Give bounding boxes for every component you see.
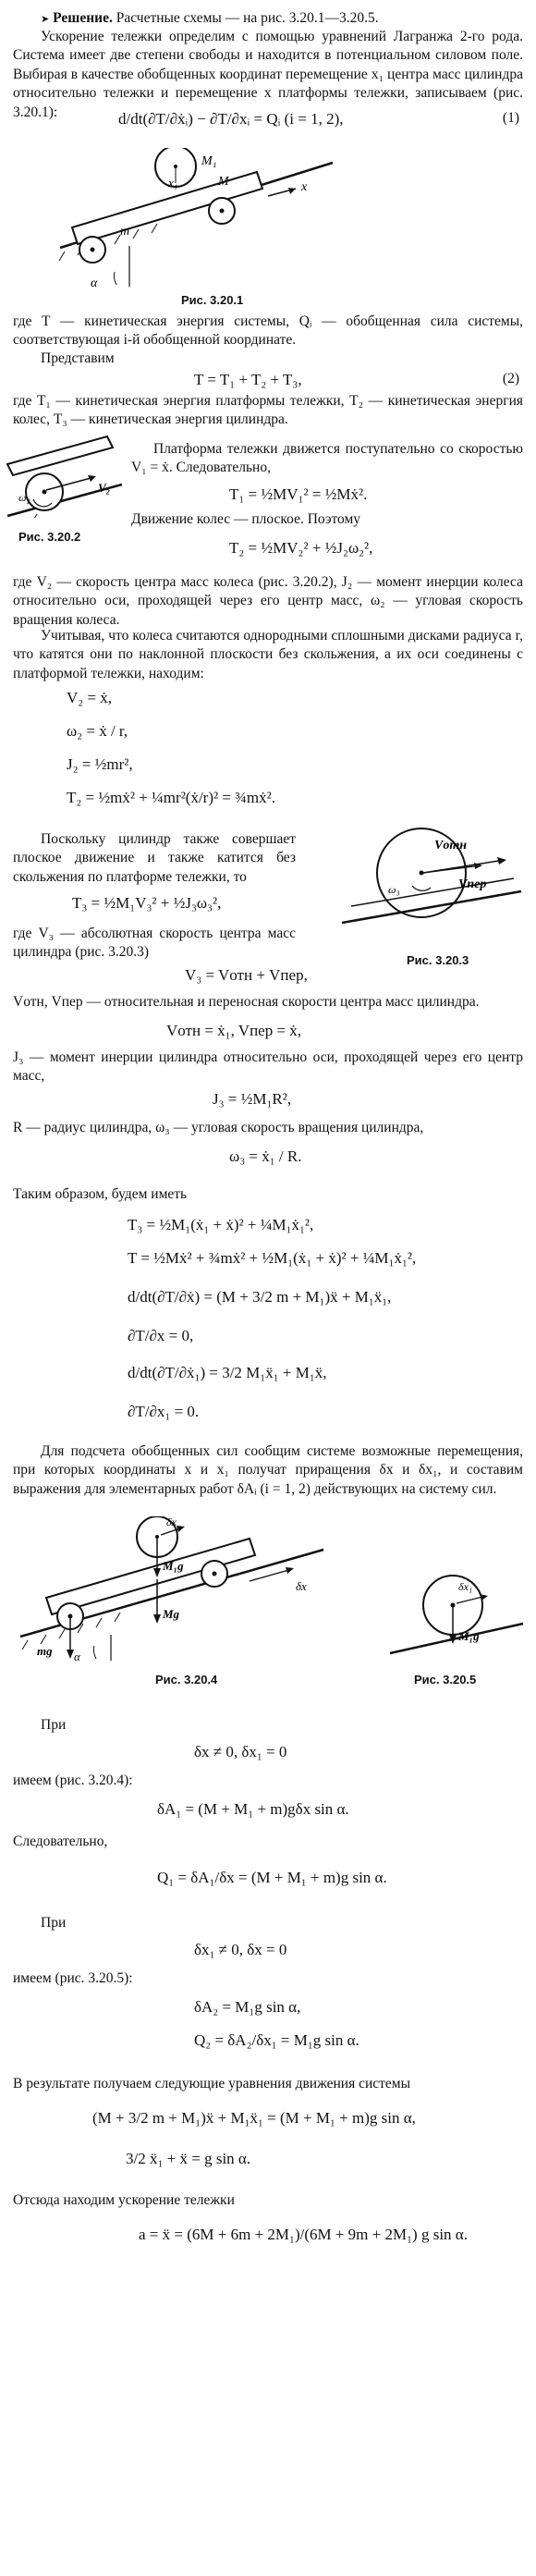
- da1-formula: δA₁ = (M + M₁ + m)gδx sin α.: [157, 1800, 349, 1818]
- label-m1: M₁: [201, 154, 217, 168]
- caption-fig5: Рис. 3.20.5: [414, 1673, 477, 1687]
- label-omega3: ω₃: [388, 883, 400, 896]
- text-thus: Таким образом, будем иметь: [13, 1186, 188, 1202]
- caption-fig2: Рис. 3.20.2: [18, 530, 81, 544]
- eq-v2: V₂ = ẋ,: [67, 689, 113, 706]
- intro-paragraph: Ускорение тележки определим с помощью уравнений Лагранжа 2-го рода. Система имеет две степени свободы и находится в потенциальном силовом поле. Выбирая в качестве обобщенных координат перемещение x₁ центра масс цилиндра относительно тележки и перемещение x платформы тележки, записываем (рис. 3.20.1):: [13, 29, 523, 120]
- eq-t-total: T = ½Mẋ² + ¾mẋ² + ½M₁(ẋ₁ + ẋ)² + ¼M₁ẋ₁²,: [128, 1249, 417, 1267]
- label-v-rel: Vотн: [434, 839, 467, 853]
- rel-formula: Vотн = ẋ₁, Vпер = ẋ,: [166, 1022, 302, 1039]
- label-omega2: ω₂: [18, 491, 30, 504]
- solution-heading-text: Расчетные схемы — на рис. 3.20.1—3.20.5.: [116, 10, 379, 26]
- label-v2: V₂: [98, 481, 111, 495]
- eq1-number: (1): [502, 110, 519, 126]
- text-accel: Отсюда находим ускорение тележки: [13, 2192, 235, 2208]
- text-have1: имеем (рис. 3.20.4):: [13, 1773, 133, 1788]
- wheel-2: [209, 198, 235, 224]
- cond2: δx₁ ≠ 0, δx = 0: [194, 1941, 287, 1958]
- label-v-tr: Vпер: [458, 877, 487, 891]
- label-dx1: δx₁: [458, 1580, 473, 1593]
- text-disk: Учитывая, что колеса считаются однородными сплошными дисками радиуса r, что катятся они по наклонной плоскости без скольжения, а их оси соединены с платформой тележки, находим:: [13, 628, 523, 681]
- eq-ddt-x1: d/dt(∂T/∂ẋ₁) = 3/2 M₁ẍ₁ + M₁ẍ,: [128, 1364, 327, 1381]
- v3-formula: V₃ = Vотн + Vпер,: [185, 966, 308, 984]
- label-Mg: Mg: [163, 1607, 180, 1621]
- label-m1g-5: M₁g: [458, 1629, 480, 1643]
- text-have2: имеем (рис. 3.20.5):: [13, 1970, 133, 1986]
- t3-formula: T₃ = ½M₁V₃² + ½J₃ω₃²,: [72, 894, 222, 912]
- label-M: M: [218, 175, 229, 189]
- da2-formula: δA₂ = M₁g sin α,: [194, 1998, 301, 2016]
- label-m: m: [120, 225, 130, 239]
- text-when2: При: [41, 1915, 67, 1931]
- eq-dtdx1: ∂T/∂x₁ = 0.: [128, 1403, 200, 1420]
- text-where-t: где T₁ — кинетическая энергия платформы тележки, T₂ — кинетическая энергия колес, T₃ — кинетическая энергия цилиндра.: [13, 393, 523, 428]
- q2-formula: Q₂ = δA₂/δx₁ = M₁g sin α.: [194, 2031, 359, 2049]
- label-m1g: M₁g: [163, 1559, 184, 1573]
- text-represent: Представим: [41, 350, 115, 366]
- figure-3-20-3: [323, 814, 527, 943]
- eq-dtdx: ∂T/∂x = 0,: [128, 1327, 194, 1344]
- text-rel: Vотн, Vпер — относительная и переносная скорости центра масс цилиндра.: [13, 994, 480, 1010]
- eq-ddt-x: d/dt(∂T/∂ẋ) = (M + 3/2 m + M₁)ẍ + M₁ẍ₁,: [128, 1288, 392, 1306]
- eq-t2: T₂ = ½mẋ² + ¼mr²(ẋ/r)² = ¾mẋ².: [67, 789, 275, 806]
- energy-sum-eq: T = T₁ + T₂ + T₃,: [194, 371, 302, 388]
- accel-formula: a = ẍ = (6M + 6m + 2M₁)/(6M + 9m + 2M₁) g sin α.: [139, 2226, 468, 2243]
- figure-3-20-4: [18, 1516, 333, 1664]
- solution-heading: ➤ Решение. Расчетные схемы — на рис. 3.20.1—3.20.5.: [41, 10, 379, 26]
- text-hence: Следовательно,: [13, 1834, 108, 1849]
- eq2-number: (2): [502, 371, 519, 386]
- figure-3-20-5: [388, 1563, 527, 1664]
- label-x1: x₁: [168, 176, 178, 190]
- j3-formula: J₃ = ½M₁R²,: [213, 1090, 292, 1108]
- text-v2: где V₂ — скорость центра масс колеса (рис. 3.20.2), J₂ — момент инерции колеса относительно оси, проходящей через его центр масс, ω₂ — угловая скорость вращения колеса.: [13, 574, 523, 628]
- figure-3-20-1: [55, 148, 342, 296]
- text-v3: где V₃ — абсолютная скорость центра масс цилиндра (рис. 3.20.3): [13, 926, 296, 961]
- text-when1: При: [41, 1717, 67, 1733]
- text-forces: Для подсчета обобщенных сил сообщим системе возможные перемещения, при которых координаты x и x₁ получат приращения δx и δx₁, и составим выражения для элементарных работ δAᵢ (i = 1, 2) действующих на систему сил.: [13, 1443, 523, 1497]
- eq-omega2: ω₂ = ẋ / r,: [67, 722, 128, 740]
- text-j3: J₃ — момент инерции цилиндра относительно оси, проходящей через его центр масс,: [13, 1049, 523, 1085]
- text-after-fig1: где T — кинетическая энергия системы, Qᵢ — обобщенная сила системы, соответствующая i-й обобщенной координате.: [13, 313, 523, 349]
- eq-t3-expanded: T₃ = ½M₁(ẋ₁ + ẋ)² + ¼M₁ẋ₁²,: [128, 1216, 314, 1233]
- q1-formula: Q₁ = δA₁/δx = (M + M₁ + m)g sin α.: [157, 1869, 387, 1886]
- text-platform: Платформа тележки движется поступательно со скоростью V₁ = ẋ. Следовательно,: [131, 441, 523, 476]
- label-alpha4: α: [74, 1650, 80, 1663]
- solution-label: Решение.: [53, 10, 113, 26]
- motion-eq-2: 3/2 ẍ₁ + ẍ = g sin α.: [126, 2150, 251, 2167]
- omega3-formula: ω₃ = ẋ₁ / R.: [229, 1147, 302, 1165]
- caption-fig3: Рис. 3.20.3: [407, 953, 469, 967]
- label-alpha: α: [91, 276, 98, 290]
- text-r: R — радиус цилиндра, ω₃ — угловая скорость вращения цилиндра,: [13, 1120, 424, 1135]
- cond1: δx ≠ 0, δx₁ = 0: [194, 1743, 287, 1760]
- figure-3-20-2: [6, 435, 126, 518]
- motion-eq-1: (M + 3/2 m + M₁)ẍ + M₁ẍ₁ = (M + M₁ + m)g sin α,: [92, 2109, 416, 2127]
- label-dx: δx: [296, 1579, 307, 1593]
- wheel-1: [79, 237, 105, 263]
- caption-fig1: Рис. 3.20.1: [181, 293, 244, 307]
- text-result: В результате получаем следующие уравнения движения системы: [13, 2076, 411, 2091]
- t2-formula: T₂ = ½MV₂² + ½J₂ω₂²,: [229, 539, 373, 557]
- t1-formula: T₁ = ½MV₁² = ½Mẋ².: [229, 485, 368, 503]
- eq-j2: J₂ = ½mr²,: [67, 755, 133, 773]
- caption-fig4: Рис. 3.20.4: [155, 1673, 218, 1687]
- lagrange-equation: d/dt(∂T/∂ẋᵢ) − ∂T/∂xᵢ = Qᵢ (i = 1, 2),: [118, 110, 344, 128]
- label-x: x: [301, 180, 308, 194]
- text-cylinder: Поскольку цилиндр также совершает плоское движение и также катится без скольжения по платформе тележки, то: [13, 831, 296, 885]
- label-mg: mg: [37, 1644, 53, 1658]
- label-dx-top: δx: [166, 1516, 177, 1528]
- text-wheels: Движение колес — плоское. Поэтому: [131, 511, 361, 527]
